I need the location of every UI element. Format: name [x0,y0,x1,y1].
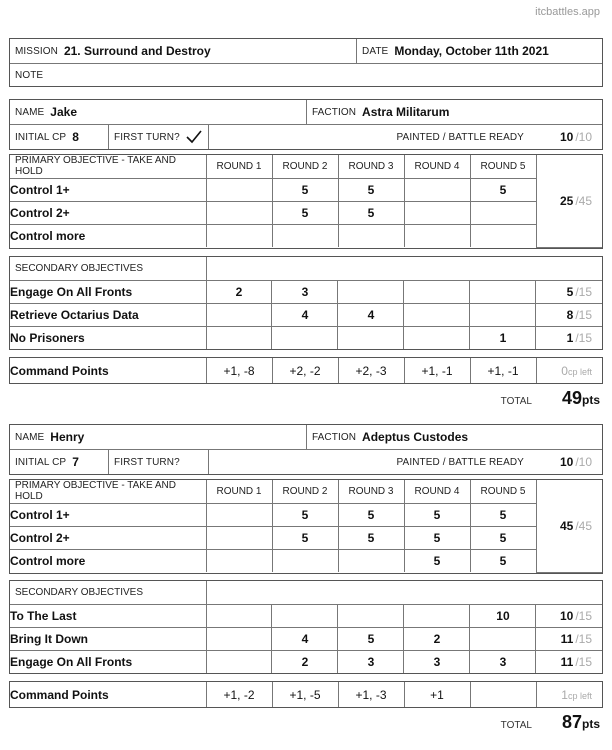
round-score[interactable]: 4 [272,627,338,650]
round-score[interactable] [338,326,404,349]
round-score[interactable]: 5 [272,503,338,526]
objective-total: 11 [560,631,574,646]
round-score[interactable]: 5 [470,526,536,549]
player1-painted-field[interactable] [208,125,602,149]
player1-secondary-grid [9,256,603,350]
round-score[interactable] [338,280,404,303]
cp-round[interactable]: +2, -3 [338,358,404,383]
objective-name: Bring It Down [10,627,206,650]
round-score[interactable] [206,650,272,673]
player2-painted-max: /10 [575,455,592,469]
round-score[interactable] [206,326,272,349]
objective-total-cell [536,303,602,326]
table-row [10,326,602,349]
total-label: TOTAL [500,720,532,731]
player1-initial-cp-field[interactable] [10,125,108,149]
name-label: NAME [15,431,45,443]
player2-painted-field[interactable] [208,450,602,474]
cp-left-suffix: cp left [567,690,592,701]
round-header: ROUND 5 [470,155,536,178]
cp-round[interactable]: +1, -1 [470,358,536,383]
secondary-header: SECONDARY OBJECTIVES [10,581,206,604]
first-turn-label: FIRST TURN? [114,131,180,143]
cp-round[interactable]: +1, -3 [338,682,404,707]
round-header: ROUND 3 [338,480,404,503]
round-score[interactable] [206,178,272,201]
round-score[interactable] [206,503,272,526]
player1-score-grid [9,154,603,249]
table-row [10,526,602,549]
round-score[interactable] [404,224,470,247]
round-score[interactable]: 5 [338,178,404,201]
primary-header: PRIMARY OBJECTIVE - TAKE AND HOLD [10,155,206,178]
round-score[interactable]: 2 [404,627,470,650]
round-header: ROUND 1 [206,155,272,178]
primary-header: PRIMARY OBJECTIVE - TAKE AND HOLD [10,480,206,503]
round-header: ROUND 4 [404,155,470,178]
player1-faction: Astra Militarum [362,105,450,119]
round-score[interactable] [404,178,470,201]
round-score[interactable]: 5 [338,503,404,526]
player1-info-box [9,99,603,150]
note-label: NOTE [15,69,44,81]
table-row [10,280,602,303]
round-header: ROUND 3 [338,155,404,178]
round-score[interactable]: 1 [470,326,536,349]
objective-total: 11 [560,654,574,669]
cp-round[interactable]: +1, -2 [206,682,272,707]
round-score[interactable]: 3 [272,280,338,303]
player2-total-value: 87 [561,712,582,732]
player1-cp-left: 0 [561,363,568,378]
objective-total: 5 [566,284,574,299]
round-score[interactable] [470,280,536,303]
round-score[interactable]: 5 [272,201,338,224]
objective-total-cell [536,627,602,650]
round-score[interactable] [206,627,272,650]
player1-name: Jake [50,105,77,119]
painted-label: PAINTED / BATTLE READY [396,456,524,468]
mission-label: MISSION [15,45,58,57]
mission-field[interactable] [10,39,356,63]
objective-total: 10 [559,608,574,623]
initial-cp-label: INITIAL CP [15,456,67,468]
round-header: ROUND 4 [404,480,470,503]
table-row [10,627,602,650]
round-score[interactable]: 5 [470,549,536,572]
round-score[interactable] [206,201,272,224]
player2-cp-left-cell [536,682,602,707]
round-score[interactable] [404,604,470,627]
round-header: ROUND 1 [206,480,272,503]
table-row [10,224,602,247]
table-row [10,549,602,572]
player2-secondary-grid [9,580,603,674]
objective-total-cell [536,280,602,303]
player1-total-value: 49 [561,388,582,408]
initial-cp-label: INITIAL CP [15,131,67,143]
round-score[interactable] [338,604,404,627]
table-row [10,503,602,526]
round-score[interactable] [470,303,536,326]
objective-name: Control more [10,224,206,247]
round-score[interactable] [272,604,338,627]
cp-round[interactable]: +1 [404,682,470,707]
player2-primary-total-cell [536,480,602,572]
objective-name: Control 2+ [10,526,206,549]
faction-label: FACTION [312,106,357,118]
objective-total-cell [536,604,602,627]
round-score[interactable] [272,224,338,247]
round-score[interactable] [338,549,404,572]
player2-primary-max: /45 [575,518,592,533]
pts-suffix: pts [582,717,600,731]
faction-label: FACTION [312,431,357,443]
date-value: Monday, October 11th 2021 [394,44,549,58]
objective-max: /15 [575,307,592,322]
player1-primary-total-cell [536,155,602,247]
round-score[interactable]: 5 [338,201,404,224]
cp-round[interactable]: +2, -2 [272,358,338,383]
round-score[interactable]: 3 [470,650,536,673]
player2-faction-field[interactable] [306,425,602,449]
site-watermark: itcbattles.app [535,6,600,18]
player1-first-turn-field[interactable] [108,125,208,149]
round-score[interactable]: 10 [470,604,536,627]
round-header: ROUND 2 [272,155,338,178]
player1-total [501,388,600,409]
objective-total-cell [536,650,602,673]
round-score[interactable]: 5 [404,549,470,572]
player1-cp-left-cell [536,358,602,383]
player1-cp-grid [9,357,603,384]
player1-painted-max: /10 [575,130,592,144]
cp-round[interactable]: +1, -5 [272,682,338,707]
objective-name: Engage On All Fronts [10,280,206,303]
total-label: TOTAL [500,396,532,407]
objective-max: /15 [575,608,592,623]
mission-value: 21. Surround and Destroy [63,44,211,58]
table-row [10,604,602,627]
player2-total [501,712,600,733]
note-field[interactable] [10,64,602,86]
painted-label: PAINTED / BATTLE READY [396,131,524,143]
round-score[interactable] [206,549,272,572]
round-score[interactable]: 3 [404,650,470,673]
round-score[interactable]: 5 [470,503,536,526]
round-score[interactable]: 2 [206,280,272,303]
player1-primary-total: 25 [559,193,574,208]
objective-name: No Prisoners [10,326,206,349]
cp-round[interactable]: +1, -1 [404,358,470,383]
player2-first-turn-field[interactable] [108,450,208,474]
round-score[interactable]: 3 [338,650,404,673]
player2-info-box [9,424,603,475]
player1-primary-max: /45 [575,193,592,208]
cp-round[interactable]: +1, -8 [206,358,272,383]
player2-painted-score: 10 [559,455,574,469]
objective-name: To The Last [10,604,206,627]
player2-faction: Adeptus Custodes [362,430,469,444]
cp-left-suffix: cp left [567,366,592,377]
round-score[interactable] [338,224,404,247]
round-score[interactable]: 4 [272,303,338,326]
objective-name: Control 2+ [10,201,206,224]
player2-cp-grid [9,681,603,708]
round-score[interactable]: 5 [272,178,338,201]
round-score[interactable] [272,549,338,572]
date-label: DATE [362,45,389,57]
objective-total: 8 [566,307,574,322]
name-label: NAME [15,106,45,118]
round-score[interactable] [470,224,536,247]
table-row [10,178,602,201]
first-turn-label: FIRST TURN? [114,456,180,468]
player2-initial-cp-field[interactable] [10,450,108,474]
round-score[interactable] [470,201,536,224]
header-filler [206,257,602,280]
round-score[interactable]: 5 [272,526,338,549]
table-row [10,682,602,707]
player2-initial-cp: 7 [72,455,79,469]
round-score[interactable]: 5 [404,503,470,526]
round-score[interactable] [206,526,272,549]
player2-name-field[interactable] [10,425,306,449]
round-score[interactable]: 5 [338,526,404,549]
objective-name: Control 1+ [10,178,206,201]
header-filler [206,581,602,604]
objective-name: Retrieve Octarius Data [10,303,206,326]
objective-max: /15 [575,330,592,345]
table-row [10,201,602,224]
round-score[interactable] [272,326,338,349]
round-header: ROUND 5 [470,480,536,503]
round-score[interactable] [206,224,272,247]
player1-faction-field[interactable] [306,100,602,124]
player2-name: Henry [50,430,85,444]
round-score[interactable] [404,326,470,349]
player1-initial-cp: 8 [72,130,79,144]
table-row [10,303,602,326]
round-header: ROUND 2 [272,480,338,503]
player1-painted-score: 10 [559,130,574,144]
objective-name: Control 1+ [10,503,206,526]
player2-score-grid [9,479,603,574]
objective-name: Engage On All Fronts [10,650,206,673]
round-score[interactable] [470,627,536,650]
command-points-label: Command Points [10,682,206,707]
date-field[interactable] [356,39,602,63]
pts-suffix: pts [582,393,600,407]
round-score[interactable]: 4 [338,303,404,326]
objective-max: /15 [575,654,592,669]
secondary-header: SECONDARY OBJECTIVES [10,257,206,280]
round-score[interactable]: 5 [470,178,536,201]
player2-cp-left: 1 [561,687,568,702]
objective-name: Control more [10,549,206,572]
table-row [10,358,602,383]
checkmark-icon [186,130,202,144]
round-score[interactable] [404,280,470,303]
objective-total-cell [536,326,602,349]
mission-box [9,38,603,87]
round-score[interactable] [206,604,272,627]
round-score[interactable] [206,303,272,326]
round-score[interactable]: 5 [404,526,470,549]
objective-total: 1 [566,330,574,345]
round-score[interactable]: 2 [272,650,338,673]
round-score[interactable] [404,303,470,326]
player2-primary-total: 45 [559,518,574,533]
objective-max: /15 [575,284,592,299]
round-score[interactable]: 5 [338,627,404,650]
cp-round[interactable] [470,682,536,707]
table-row [10,650,602,673]
command-points-label: Command Points [10,358,206,383]
objective-max: /15 [575,631,592,646]
round-score[interactable] [404,201,470,224]
player1-name-field[interactable] [10,100,306,124]
